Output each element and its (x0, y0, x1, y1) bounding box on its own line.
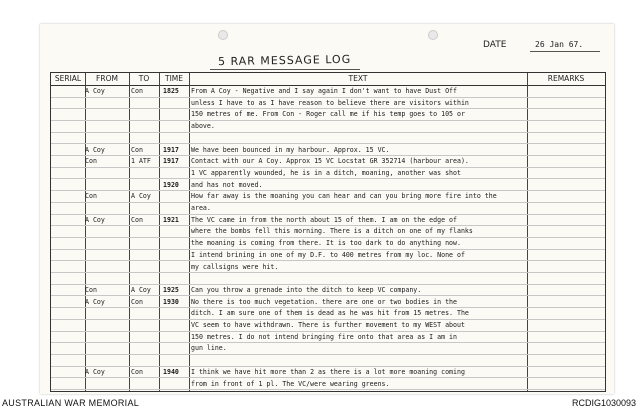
row-text: unless I have to as I have reason to believe there are visitors within (191, 98, 469, 107)
row-text: where the bombs fell this morning. There is a ditch on one of my flanks (191, 227, 473, 236)
table-row (51, 180, 605, 190)
row-to: Con (131, 297, 143, 306)
table-row (51, 226, 605, 236)
footer-source: AUSTRALIAN WAR MEMORIAL (2, 398, 140, 408)
table-row (51, 320, 605, 330)
table-row (51, 332, 605, 342)
row-text: area. (191, 204, 211, 212)
col-to: TO (138, 74, 150, 83)
row-text: gun line. (191, 344, 227, 353)
table-row (51, 262, 605, 272)
table-row (51, 308, 605, 318)
row-text: 1 VC apparently wounded, he is in a ditch, moaning, another was shot (191, 168, 461, 177)
row-time: 1925 (163, 285, 179, 294)
row-to: 1 ATF (131, 157, 151, 166)
row-rule (51, 389, 605, 390)
col-text: TEXT (348, 74, 368, 83)
table-row (51, 273, 605, 283)
table-row (51, 168, 605, 178)
row-to: Con (131, 367, 143, 376)
table-row (51, 355, 605, 365)
row-text: above. (191, 122, 215, 131)
table-row (51, 145, 605, 155)
row-time: 1825 (163, 87, 179, 95)
table-header (51, 73, 605, 86)
row-text: The VC came in from the north about 15 of them. I am on the edge of (191, 215, 457, 224)
table-row (51, 343, 605, 353)
table-row (51, 133, 605, 143)
row-text: VC seem to have withdrawn. There is further movement to my WEST about (191, 321, 465, 329)
row-text: 150 metres. I do not intend bringing fire onto that area as I am in (191, 332, 457, 341)
row-from: Con (85, 285, 97, 294)
row-from: Con (85, 192, 97, 201)
date-value: 26 Jan 67. (535, 40, 584, 49)
table-row (51, 238, 605, 248)
row-text: from in front of 1 pl. The VC/were wearing greens. (191, 379, 390, 388)
row-from: A Coy (85, 297, 105, 306)
row-text: How far away is the moaning you can hear and can you bring more fire into the (191, 192, 497, 201)
date-underline (530, 51, 600, 52)
table-row (51, 215, 605, 225)
row-text: 150 metres of me. From Con - Roger call me if his temp goes to 105 or (191, 110, 465, 119)
row-from: A Coy (85, 145, 105, 154)
table-row (51, 109, 605, 119)
row-from: A Coy (85, 87, 105, 95)
row-text: and has not moved. (191, 180, 263, 189)
log-table (50, 72, 606, 392)
row-to: A Coy (131, 192, 151, 201)
row-text: Can you throw a grenade into the ditch to keep VC company. (191, 285, 422, 294)
table-row (51, 203, 605, 213)
row-text: I think we have hit more than 2 as there is a lot more moaning coming (191, 367, 465, 376)
row-to: Con (131, 215, 143, 224)
table-row (51, 98, 605, 108)
col-remarks: REMARKS (547, 74, 585, 83)
title-underline (210, 69, 360, 70)
date-label: DATE (483, 40, 507, 50)
table-row (51, 297, 605, 307)
row-time: 1917 (163, 157, 179, 166)
table-row (51, 191, 605, 201)
row-to: A Coy (131, 285, 151, 294)
row-text: ditch. I am sure one of them is dead as he was hit from 15 metres. The (191, 309, 469, 318)
table-row (51, 367, 605, 377)
table-row (51, 250, 605, 260)
log-title: 5 RAR MESSAGE LOG (217, 52, 352, 69)
row-time: 1940 (163, 367, 179, 376)
col-time: TIME (164, 74, 183, 83)
row-text: Contact with our A Coy. Approx 15 VC Locstat GR 352714 (harbour area). (191, 157, 469, 166)
row-text: I intend brining in one of my D.F. to 400 metres from my loc. None of (191, 250, 465, 259)
row-to: Con (131, 87, 143, 95)
row-from: Con (85, 157, 97, 166)
row-from: A Coy (85, 215, 105, 224)
row-from: A Coy (85, 367, 105, 376)
punch-hole (428, 30, 438, 40)
table-row (51, 86, 605, 96)
table-row (51, 156, 605, 166)
col-from: FROM (96, 74, 118, 83)
row-text: From A Coy - Negative and I say again I don't want to have Dust Off (191, 87, 457, 95)
row-time: 1920 (163, 180, 179, 189)
row-text: the moaning is coming from there. It is too dark to do anything now. (191, 239, 461, 248)
table-row (51, 379, 605, 389)
row-time: 1921 (163, 215, 179, 224)
footer-id: RCDIG1030093 (571, 398, 636, 408)
table-row (51, 121, 605, 131)
row-text: We have been bounced in my harbour. Approx. 15 VC. (191, 145, 390, 154)
log-sheet (2, 24, 636, 408)
row-text: my callsigns were hit. (191, 262, 279, 271)
table-row (51, 285, 605, 295)
punch-hole (218, 30, 228, 40)
col-serial: SERIAL (54, 74, 82, 83)
row-to: Con (131, 145, 143, 154)
row-time: 1930 (163, 297, 179, 306)
row-time: 1917 (163, 145, 179, 154)
row-text: No there is too much vegetation. there are one or two bodies in the (191, 297, 457, 306)
